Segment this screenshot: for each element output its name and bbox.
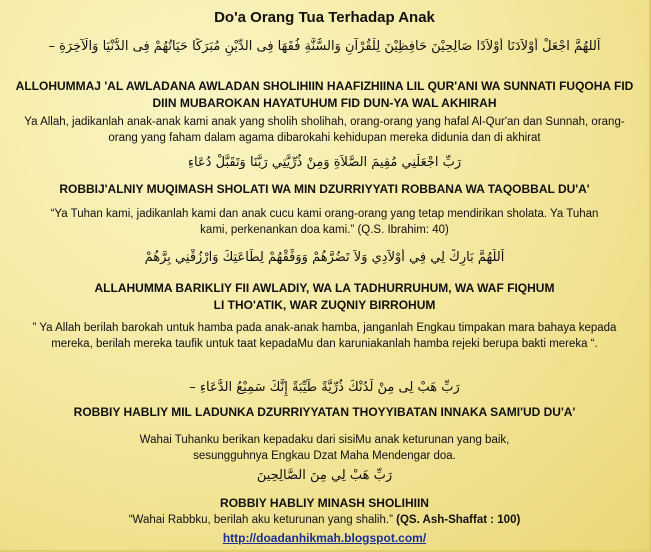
- dua-2-arabic: رَبِّ اجْعَلْنِي مُقِيمَ الصَّلاَةِ وَمِنْ ذُرِّيَّتِي رَبَّنَا وَتَقَبَّلْ دُعَاءِ: [187, 155, 462, 170]
- dua-2-translation-text: “Ya Tuhan kami, jadikanlah kami dan anak cucu kami orang-orang yang tetap mendirikan sholata. Ya Tuhan kami, perkenankan doa kami.”: [50, 208, 599, 236]
- source-link[interactable]: http://doadanhikmah.blogspot.com/: [222, 531, 427, 545]
- dua-5-reference: (QS. Ash-Shaffat : 100): [396, 514, 521, 526]
- dua-2-latin: ROBBIJ'ALNIY MUQIMASH SHOLATI WA MIN DZURRIYYATI ROBBANA WA TAQOBBAL DU'A': [59, 182, 590, 196]
- page-title: Do'a Orang Tua Terhadap Anak: [214, 9, 435, 26]
- dua-3-arabic: اَللَّهُمَّ بَارِكْ لِي فِي أَوْلاَدِي وَلاَ تَضُرَّهُمْ وَوَفِّقْهُمْ لِطَاعَتِكَ وَارْزُقْنِي بِرَّهُمْ: [144, 250, 505, 265]
- dua-3-translation: ” Ya Allah berilah barokah untuk hamba pada anak-anak hamba, janganlah Engkau timpakan mara bahaya kepada mereka, berilah mereka taufik untuk taat kepadaMu dan karuniakanlah hamba rejeki berupa bakti mereka “.: [32, 322, 617, 350]
- dua-2-translation: [0, 206, 649, 238]
- dua-2-reference: (Q.S. Ibrahim: 40): [357, 224, 449, 236]
- dua-1-latin: ALLOHUMMAJ 'AL AWLADANA AWLADAN SHOLIHIIN HAAFIZHIINA LIL QUR'ANI WA SUNNATI FUQOHA FID DIIN MUBAROKAN HAYATUHUM FID DUN-YA WAL AKHIRAH: [15, 79, 634, 110]
- dua-5-translation-text: “Wahai Rabbku, berilah aku keturunan yang shalih.”: [128, 514, 393, 526]
- dua-1-translation: Ya Allah, jadikanlah anak-anak kami anak yang sholih sholihah, orang-orang yang hafal Al-Qur'an dan Sunnah, orang-orang yang faham dalam agama dibarokahi kehidupan mereka didunia dan di akhirat: [24, 116, 625, 144]
- dua-1-arabic: اَللهُمَّ اجْعَلْ أَوْلاَدَنَا أَوْلاَدًا صَالِحِيْنَ حَافِظِيْنَ لِلْقُرْآنِ وَالسُّنَّةِ فُقَهَا فِى الدِّيْنِ مُبَرَكًا حَيَاتُهُمْ فِى الدُّنْيَا وَالْآخِرَةِ –: [48, 39, 601, 54]
- dua-5-arabic: رَبِّ هَبْ لِي مِنَ الصَّالِحِينَ: [256, 468, 393, 483]
- dua-4-latin: ROBBIY HABLIY MIL LADUNKA DZURRIYYATAN THOYYIBATAN INNAKA SAMI'UD DU'A': [73, 405, 576, 419]
- dua-4-translation: Wahai Tuhanku berikan kepadaku dari sisiMu anak keturunan yang baik, sesungguhnya Engkau Dzat Maha Mendengar doa.: [139, 434, 510, 462]
- dua-3-latin: ALLAHUMMA BARIKLIY FII AWLADIY, WA LA TADHURRUHUM, WA WAF FIQHUM LI THO'ATIK, WAR ZUQNIY BIRROHUM: [94, 281, 555, 312]
- dua-5-translation: [0, 512, 649, 528]
- dua-5-latin: ROBBIY HABLIY MINASH SHOLIHIIN: [220, 496, 429, 510]
- dua-4-arabic: رَبِّ هَبْ لِى مِنْ لَدُنْكَ ذُرِّيَّةً طَيِّبَةً إِنَّكَ سَمِيْعُ الدُّعَاءِ –: [189, 380, 460, 395]
